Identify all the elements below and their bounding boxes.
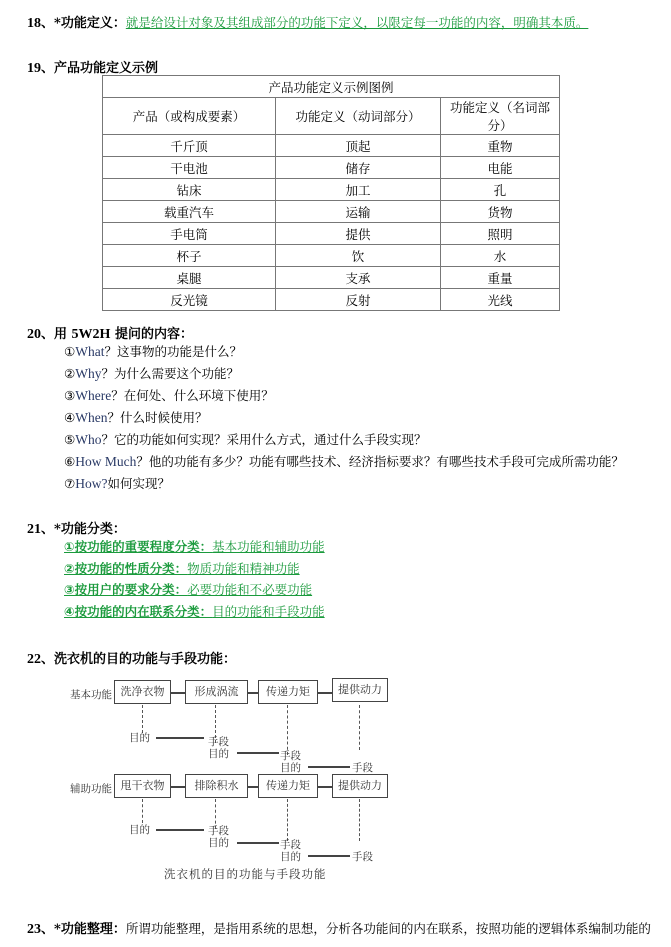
table-row	[103, 135, 560, 157]
means-label: 手段	[280, 750, 301, 762]
question-text: ？它的功能如何实现？采用什么方式，通过什么手段实现？	[101, 432, 427, 447]
question-word: How Much	[75, 454, 137, 469]
classification-label: ②按功能的性质分类：	[64, 560, 188, 576]
section-23	[27, 918, 651, 938]
means-label: 手段	[208, 736, 229, 748]
table-cell: 反射	[276, 289, 441, 311]
question-word: When	[75, 410, 108, 425]
classification-value: 基本功能和辅助功能	[212, 539, 325, 554]
classification-value: 必要功能和不必要功能	[187, 582, 313, 597]
question-word: How?	[75, 476, 108, 491]
function-box: 排除积水	[185, 774, 248, 798]
table-cell: 饮	[276, 245, 441, 267]
list-item	[64, 451, 624, 473]
function-box: 提供动力	[332, 774, 388, 798]
table-header: 产品（或构成要素）	[103, 98, 276, 135]
question-word: Where	[75, 388, 112, 403]
question-text: ？在何处、什么环境下使用？	[111, 388, 274, 403]
table-cell: 手电筒	[103, 223, 276, 245]
table-cell: 储存	[276, 157, 441, 179]
section-number: 19	[27, 61, 41, 76]
connector-line	[171, 786, 185, 788]
section-title-en: 5W2H	[71, 327, 111, 342]
classification-item[interactable]	[64, 579, 325, 601]
classification-item[interactable]	[64, 601, 325, 623]
classification-item[interactable]	[64, 558, 325, 580]
relation-line	[308, 766, 350, 768]
table-row	[103, 157, 560, 179]
dashed-connector	[359, 705, 360, 750]
question-word: Who	[75, 432, 102, 447]
table-header-row	[103, 98, 560, 135]
purpose-label: 目的	[280, 762, 301, 774]
table-cell: 桌腿	[103, 267, 276, 289]
connector-line	[318, 692, 332, 694]
table-row	[103, 223, 560, 245]
classification-label: ③按用户的要求分类：	[64, 582, 188, 597]
table-cell: 水	[441, 245, 560, 267]
section-text: 所谓功能整理，是指用系统的思想，分析各功能间的内在联系，按照功能的逻辑体系编制功能的	[125, 921, 651, 936]
section-sep: 、	[41, 522, 55, 537]
section-title: *功能整理：	[54, 922, 126, 937]
question-text: ？这事物的功能是什么？	[104, 344, 242, 359]
function-definition-table	[102, 75, 560, 311]
table-cell: 反光镜	[103, 289, 276, 311]
section-sep: 、	[41, 61, 55, 76]
section-sep: 、	[41, 327, 55, 342]
classification-item[interactable]	[64, 536, 325, 558]
table-header: 功能定义（名词部分）	[441, 98, 560, 135]
means-label: 手段	[208, 825, 229, 837]
section-sep: 、	[41, 652, 55, 667]
list-item	[64, 385, 624, 407]
connector-line	[318, 786, 332, 788]
relation-line	[237, 752, 279, 754]
section-sep: 、	[41, 922, 55, 937]
table-cell: 千斤顶	[103, 135, 276, 157]
table-cell: 支承	[276, 267, 441, 289]
list-item	[64, 407, 624, 429]
diagram-caption: 洗衣机的目的功能与手段功能	[164, 867, 327, 881]
table-cell: 顶起	[276, 135, 441, 157]
section-title-prefix: 用	[54, 327, 72, 342]
question-word: Why	[75, 366, 102, 381]
question-word: What	[75, 344, 105, 359]
list-marker: ②	[64, 366, 76, 381]
5w2h-list	[64, 341, 624, 495]
section-20	[27, 323, 193, 343]
section-number: 20	[27, 327, 41, 342]
list-item	[64, 363, 624, 385]
section-18	[27, 12, 588, 32]
table-cell: 提供	[276, 223, 441, 245]
table-row	[103, 267, 560, 289]
table-cell: 重量	[441, 267, 560, 289]
table-cell: 光线	[441, 289, 560, 311]
definition-link[interactable]: 就是给设计对象及其组成部分的功能下定义，以限定每一功能的内容，明确其本质。	[125, 15, 589, 30]
relation-line	[156, 737, 204, 739]
function-box: 提供动力	[332, 678, 388, 702]
table-cell: 重物	[441, 135, 560, 157]
classification-label: ④按功能的内在联系分类：	[64, 603, 213, 619]
table-cell: 货物	[441, 201, 560, 223]
question-text: 如何实现？	[107, 476, 170, 491]
row-label: 基本功能	[70, 689, 112, 701]
section-title: *功能定义：	[54, 16, 126, 31]
purpose-label: 目的	[280, 851, 301, 863]
section-21	[27, 518, 126, 538]
list-marker: ⑦	[64, 476, 76, 491]
list-item	[64, 429, 624, 451]
table-cell: 载重汽车	[103, 201, 276, 223]
list-marker: ④	[64, 410, 76, 425]
connector-line	[171, 692, 185, 694]
dashed-connector	[287, 799, 288, 841]
function-classification-list	[64, 536, 325, 622]
table-row	[103, 201, 560, 223]
dashed-connector	[142, 705, 143, 733]
washing-machine-function-diagram	[56, 676, 396, 886]
table-cell: 孔	[441, 179, 560, 201]
section-title: *功能分类：	[54, 522, 126, 537]
means-label: 手段	[352, 762, 373, 774]
table-header: 功能定义（动词部分）	[276, 98, 441, 135]
section-number: 18	[27, 16, 41, 31]
classification-label: ①按功能的重要程度分类：	[64, 539, 213, 554]
section-sep: 、	[41, 16, 55, 31]
relation-line	[237, 842, 279, 844]
dashed-connector	[359, 799, 360, 841]
table-cell: 钻床	[103, 179, 276, 201]
table-cell: 电能	[441, 157, 560, 179]
section-number: 21	[27, 522, 41, 537]
relation-line	[308, 855, 350, 857]
table-cell: 照明	[441, 223, 560, 245]
table-row	[103, 289, 560, 311]
dashed-connector	[142, 799, 143, 823]
section-title: 洗衣机的目的功能与手段功能：	[54, 652, 237, 667]
question-text: ？他的功能有多少？功能有哪些技术、经济指标要求？有哪些技术手段可完成所需功能？	[136, 454, 624, 469]
function-box: 传递力矩	[258, 774, 318, 798]
table-cell: 加工	[276, 179, 441, 201]
relation-line	[156, 829, 204, 831]
purpose-label: 目的	[208, 748, 229, 760]
section-number: 23	[27, 922, 41, 937]
classification-value: 目的功能和手段功能	[212, 603, 325, 619]
section-title-suffix: 提问的内容：	[110, 327, 193, 342]
purpose-label: 目的	[129, 732, 150, 744]
table-caption: 产品功能定义示例图例	[103, 76, 560, 98]
function-box: 形成涡流	[185, 680, 248, 704]
list-item	[64, 341, 624, 363]
connector-line	[248, 692, 258, 694]
table-row	[103, 245, 560, 267]
question-text: ？什么时候使用？	[107, 410, 208, 425]
list-marker: ①	[64, 344, 76, 359]
purpose-label: 目的	[208, 837, 229, 849]
means-label: 手段	[280, 839, 301, 851]
purpose-label: 目的	[129, 824, 150, 836]
table-row	[103, 179, 560, 201]
section-22	[27, 648, 236, 668]
function-box: 甩干衣物	[114, 774, 171, 798]
section-number: 22	[27, 652, 41, 667]
row-label: 辅助功能	[70, 783, 112, 795]
list-marker: ⑤	[64, 432, 76, 447]
section-title: 产品功能定义示例	[54, 61, 159, 76]
section-19	[27, 57, 158, 77]
question-text: ？为什么需要这个功能？	[101, 366, 239, 381]
connector-line	[248, 786, 258, 788]
table-cell: 运输	[276, 201, 441, 223]
function-box: 洗净衣物	[114, 680, 171, 704]
table-cell: 杯子	[103, 245, 276, 267]
classification-value: 物质功能和精神功能	[187, 560, 300, 576]
function-box: 传递力矩	[258, 680, 318, 704]
table-cell: 干电池	[103, 157, 276, 179]
means-label: 手段	[352, 851, 373, 863]
list-item	[64, 473, 624, 495]
list-marker: ③	[64, 388, 76, 403]
list-marker: ⑥	[64, 454, 76, 469]
